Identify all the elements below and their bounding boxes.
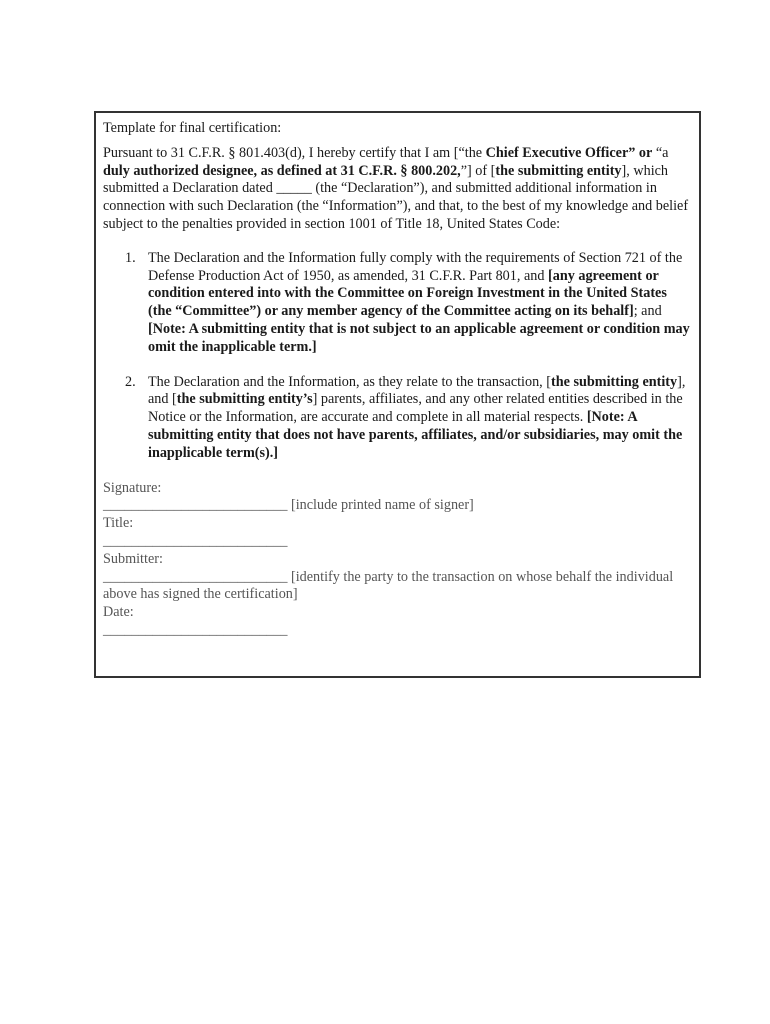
title-label: Title: [103, 515, 134, 532]
signature-note: [include printed name of signer] [287, 497, 474, 514]
date-line: __________________________ [103, 621, 288, 638]
intro-bold-2: duly authorized designee, as defined at 31 C.F.R. § 800.202, [103, 162, 461, 179]
list-item-number: 1. [125, 249, 136, 266]
item1-bold-2: [Note: A submitting entity that is not subject to an applicable agreement or condition may omit the inapplicable term.] [148, 320, 690, 355]
date-label: Date: [103, 604, 134, 621]
item2-text-1: The Declaration and the Information, as they relate to the transaction, [ [148, 373, 551, 390]
intro-text-1: Pursuant to 31 C.F.R. § 801.403(d), I hereby certify that I am [“the [103, 144, 486, 161]
signature-row [103, 497, 691, 515]
intro-bold-3: the submitting entity [495, 162, 622, 179]
intro-text-2: “a [652, 144, 669, 161]
item2-bold-1: the submitting entity [551, 373, 678, 390]
submitter-label: Submitter: [103, 550, 163, 567]
item2-text-3: ] parents, affiliates, and any other related entities described in the Notice or the Information, are accurate and complete in all material respects. [148, 391, 683, 426]
signature-line: __________________________ [103, 497, 288, 514]
list-item [103, 374, 691, 463]
date-row [103, 622, 691, 640]
list-item [103, 250, 691, 357]
certification-list [103, 250, 691, 463]
template-heading: Template for final certification: [103, 120, 282, 136]
title-row [103, 533, 691, 551]
item2-text-2: ], and [ [148, 373, 686, 408]
list-item-number: 2. [125, 373, 136, 390]
submitter-line: __________________________ [103, 568, 288, 585]
intro-text-4: ], which submitted a Declaration dated _____ (the “Declaration”), and submitted additional information in connection with such Declaration (the “Information”), and that, to the best of my knowledge and belief subject to the penalties provided in section 1001 of Title 18, United States Code: [103, 162, 689, 232]
signature-block [103, 480, 691, 640]
item1-text-2: ; and [633, 303, 662, 320]
submitter-note: [identify the party to the transaction on whose behalf the individual above has signed the certification] [103, 568, 674, 603]
intro-bold-1: Chief Executive Officer” or [485, 144, 653, 161]
certification-template-box [94, 111, 701, 678]
title-line: __________________________ [103, 532, 288, 549]
item1-bold-1: [any agreement or condition entered into with the Committee on Foreign Investment in the United States (the “Committee”) or any member agency of the Committee acting on its behalf] [148, 267, 667, 320]
signature-label: Signature: [103, 479, 162, 496]
intro-text-3: ”] of [ [460, 162, 496, 179]
intro-paragraph [103, 145, 691, 234]
item2-bold-2: the submitting entity’s [176, 391, 313, 408]
item1-text-1: The Declaration and the Information fully comply with the requirements of Section 721 of the Defense Production Act of 1950, as amended, 31 C.F.R. Part 801, and [148, 249, 683, 284]
submitter-row [103, 569, 691, 605]
item2-bold-3: [Note: A submitting entity that does not have parents, affiliates, and/or subsidiaries, may omit the inapplicable term(s).] [148, 409, 683, 461]
